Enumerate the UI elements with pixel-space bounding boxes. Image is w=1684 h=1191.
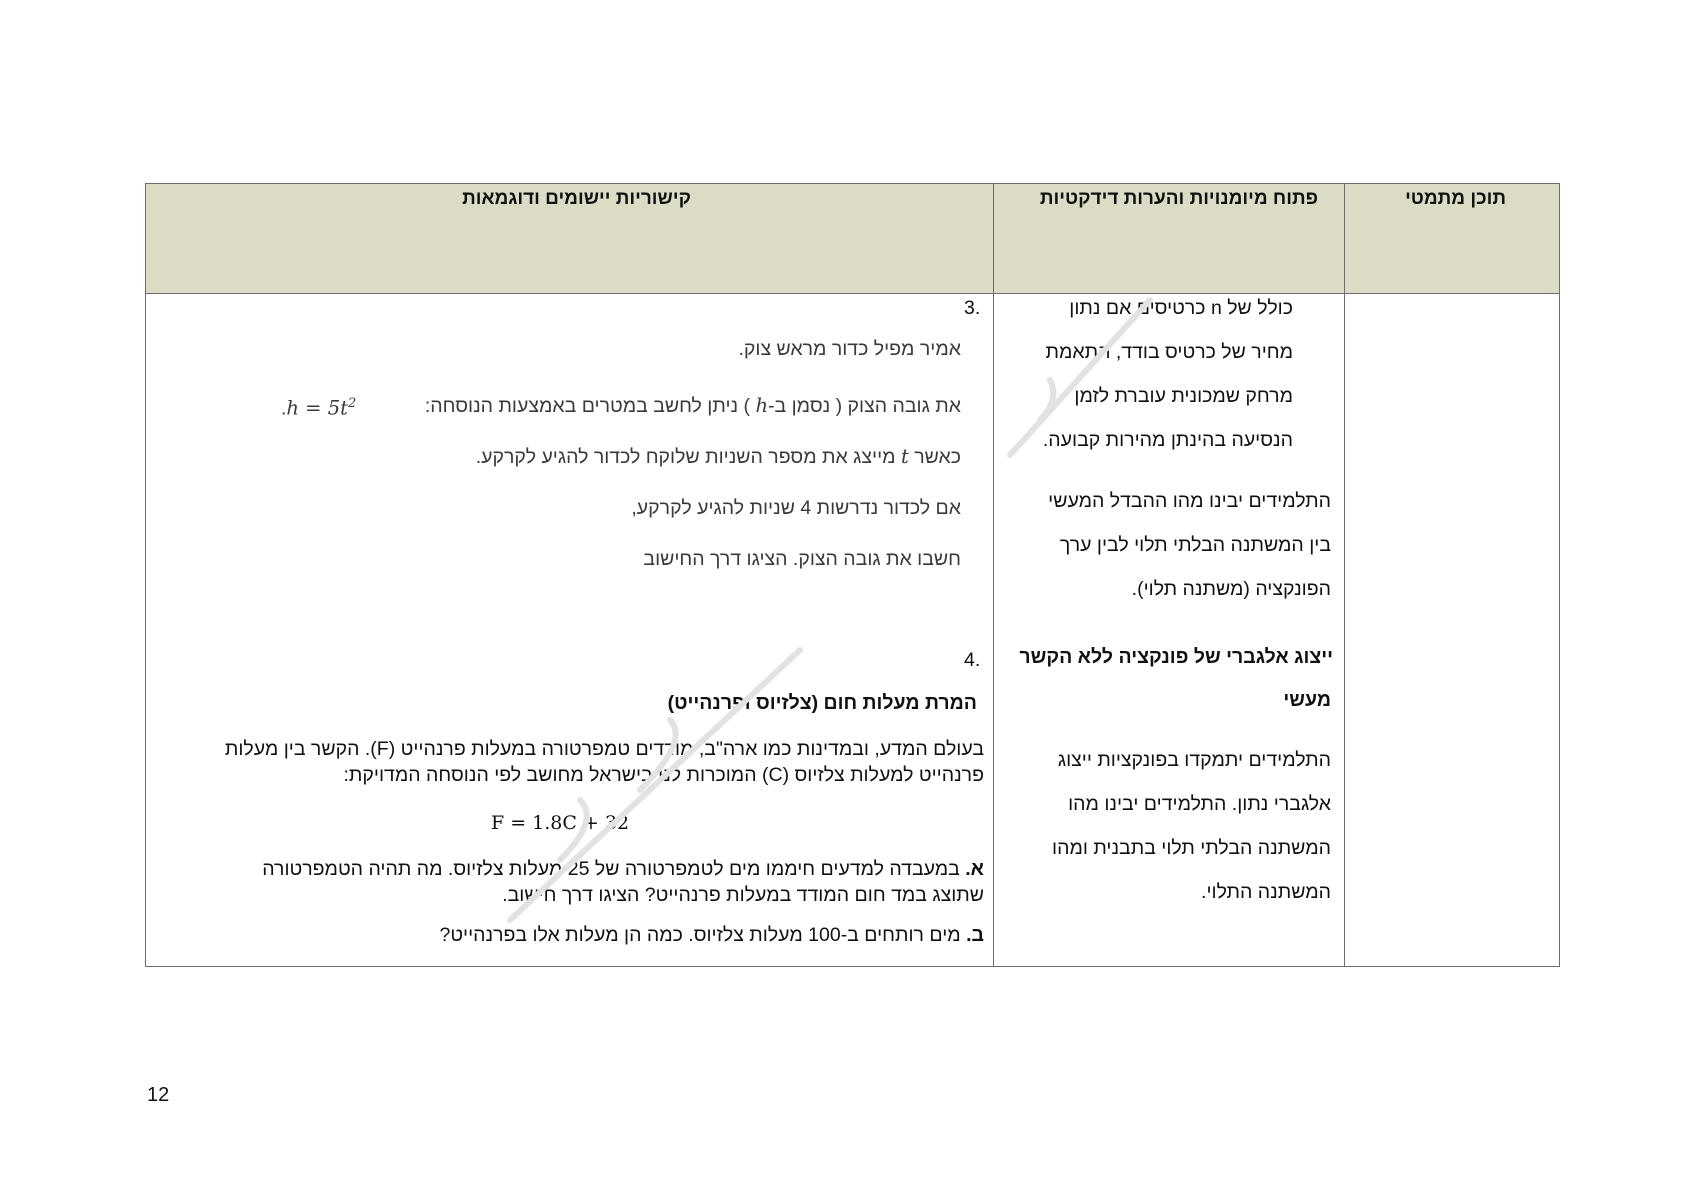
skills-line: אלגברי נתון. התלמידים יבינו מהו	[1068, 793, 1331, 815]
skills-line: המשתנה הבלתי תלוי בתבנית ומהו	[1052, 837, 1331, 859]
header-connections: קישוריות יישומים ודוגמאות	[462, 188, 691, 209]
q3-line: אמיר מפיל כדור מראש צוק.	[738, 338, 961, 360]
q3-line-3: כאשר t מייצג את מספר השניות שלוקח לכדור להגיע לקרקע.	[475, 445, 961, 468]
question-number: 4.	[964, 649, 981, 671]
page-number: 12	[147, 1084, 170, 1106]
q4-part-a: א. במעבדה למדעים חיממו מים לטמפרטורה של 25 מעלות צלזיוס. מה תהיה הטמפרטורה	[262, 858, 984, 880]
q3-line-2: את גובה הצוק ( נסמן ב-h ) ניתן לחשב במטרים באמצעות הנוסחה:	[424, 394, 961, 417]
q4-title: המרת מעלות חום (צלזיוס ופרנהייט)	[667, 692, 977, 714]
q4-formula: F = 1.8C + 32	[491, 812, 630, 834]
skills-line: הנסיעה בהינתן מהירות קבועה.	[1042, 429, 1293, 451]
skills-heading: ייצוג אלגברי של פונקציה ללא הקשר	[1019, 646, 1333, 668]
q3-line: אם לכדור נדרשות 4 שניות להגיע לקרקע,	[631, 497, 961, 519]
skills-heading: מעשי	[1283, 689, 1331, 711]
q4-part-b: ב. מים רותחים ב-100 מעלות צלזיוס. כמה הן מעלות אלו בפרנהייט?	[439, 924, 984, 946]
content-table	[145, 183, 1560, 967]
q3-formula: $.h = 5t^2$	[281, 396, 357, 420]
skills-line: בין המשתנה הבלתי תלוי לבין ערך	[1059, 534, 1331, 556]
skills-line: מרחק שמכונית עוברת לזמן	[1074, 385, 1293, 407]
skills-line: כולל של n כרטיסים אם נתון	[1069, 297, 1293, 319]
skills-line: מחיר של כרטיס בודד, התאמת	[1045, 341, 1293, 363]
skills-line: התלמידים יבינו מהו ההבדל המעשי	[1048, 490, 1331, 512]
skills-line: המשתנה התלוי.	[1201, 881, 1331, 903]
table-header-row	[146, 184, 1559, 294]
header-skills: פתוח מיומנויות והערות דידקטיות	[1039, 188, 1318, 209]
skills-line: הפונקציה (משתנה תלוי).	[1131, 578, 1331, 600]
header-math-content: תוכן מתמטי	[1405, 188, 1506, 209]
q4-paragraph-line: פרנהייט למעלות צלזיוס (C) המוכרות לנו בישראל מחושב לפי הנוסחה המדויקת:	[343, 764, 984, 786]
column-divider	[993, 184, 994, 966]
column-divider	[1344, 184, 1345, 966]
skills-line: התלמידים יתמקדו בפונקציות ייצוג	[1057, 749, 1331, 771]
q4-paragraph-line: בעולם המדע, ובמדינות כמו ארה"ב, מודדים טמפרטורה במעלות פרנהייט (F). הקשר בין מעלות	[224, 738, 984, 760]
question-number: 3.	[964, 297, 981, 319]
q3-line: חשבו את גובה הצוק. הציגו דרך החישוב	[643, 548, 961, 570]
q4-part-a-line2: שתוצג במד חום המודד במעלות פרנהייט? הציגו דרך חישוב.	[502, 884, 984, 906]
